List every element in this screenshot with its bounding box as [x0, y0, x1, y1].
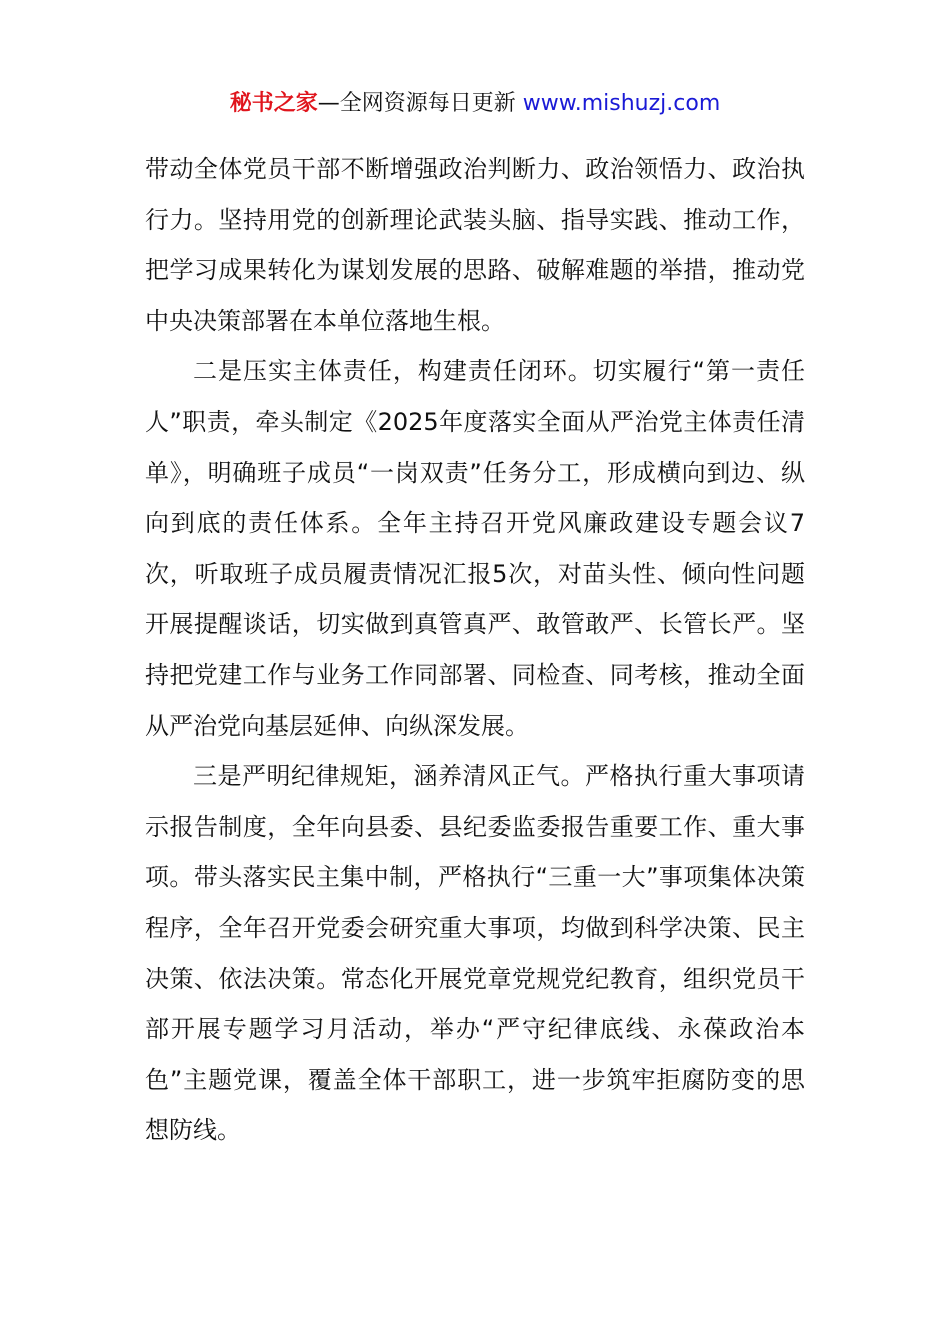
paragraph-continuation: 带动全体党员干部不断增强政治判断力、政治领悟力、政治执行力。坚持用党的创新理论武装头脑、指导实践、推动工作，把学习成果转化为谋划发展的思路、破解难题的举措，推动党中央决策部署在本单位落地生根。 [145, 155, 805, 335]
site-url: www.mishuzj.com [522, 91, 721, 116]
brand-name: 秘书之家 [229, 91, 318, 116]
page-header [0, 88, 950, 120]
document-body [145, 144, 805, 1156]
paragraph-discipline: 三是严明纪律规矩，涵养清风正气。严格执行重大事项请示报告制度，全年向县委、县纪委监委报告重要工作、重大事项。带头落实民主集中制，严格执行“三重一大”事项集体决策程序，全年召开党委会研究重大事项，均做到科学决策、民主决策、依法决策。常态化开展党章党规党纪教育，组织党员干部开展专题学习月活动，举办“严守纪律底线、永葆政治本色”主题党课，覆盖全体干部职工，进一步筑牢拒腐防变的思想防线。 [145, 762, 805, 1145]
header-tagline: —全网资源每日更新 [317, 91, 516, 116]
paragraph-responsibility: 二是压实主体责任，构建责任闭环。切实履行“第一责任人”职责，牵头制定《2025年度落实全面从严治党主体责任清单》，明确班子成员“一岗双责”任务分工，形成横向到边、纵向到底的责任体系。全年主持召开党风廉政建设专题会议7次，听取班子成员履责情况汇报5次，对苗头性、倾向性问题开展提醒谈话，切实做到真管真严、敢管敢严、长管长严。坚持把党建工作与业务工作同部署、同检查、同考核，推动全面从严治党向基层延伸、向纵深发展。 [145, 357, 805, 740]
